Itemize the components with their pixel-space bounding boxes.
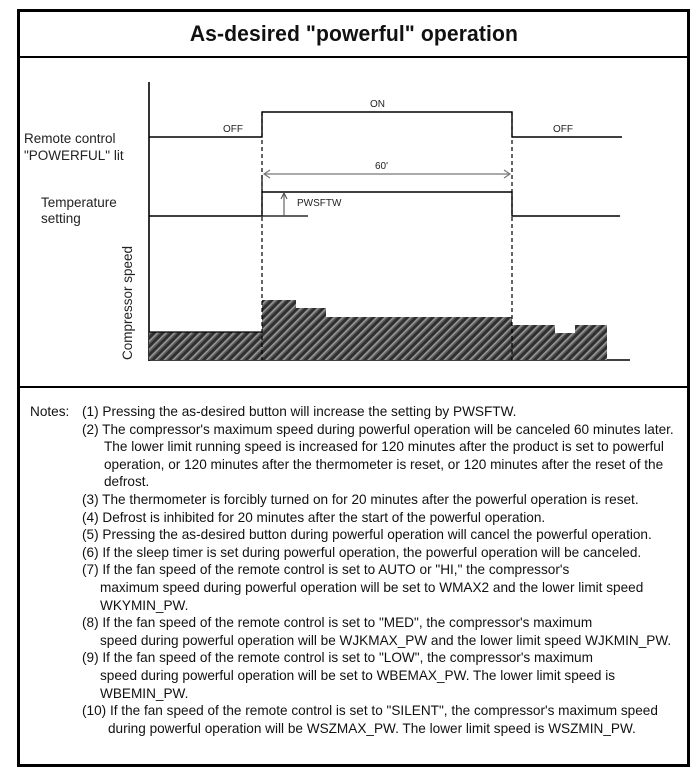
note-text: maximum speed during powerful operation will be set to WMAX2 and the lower limit speed: [100, 579, 644, 595]
note-text: If the sleep timer is set during powerful operation, the powerful operation will be canceled.: [102, 544, 642, 560]
label-temp-line1: Temperature: [41, 195, 117, 210]
timing-diagram-svg: [20, 58, 687, 388]
note-text: speed during powerful operation will be set to WBEMAX_PW. The lower limit speed is: [100, 667, 616, 683]
state-off-after: OFF: [553, 124, 573, 135]
notes-label: Notes:: [30, 404, 70, 419]
note-text: speed during powerful operation will be WJKMAX_PW and the lower limit speed WJKMIN_PW.: [100, 632, 672, 648]
note-5: [82, 526, 685, 544]
label-compressor-speed: Compressor speed: [120, 245, 135, 360]
note-1: [82, 403, 685, 421]
note-2: [82, 421, 685, 491]
note-text: defrost.: [104, 474, 150, 490]
note-number: (7): [82, 562, 99, 578]
remote-powerful-signal: [149, 99, 622, 137]
timing-diagram: [20, 58, 687, 388]
notes-list: [82, 403, 685, 737]
note-10: [82, 702, 685, 737]
note-text: The thermometer is forcibly turned on for 20 minutes after the powerful operation is reset.: [102, 491, 639, 507]
compressor-speed-area: [149, 300, 607, 360]
note-text: If the fan speed of the remote control is set to "LOW", the compressor's maximum: [102, 650, 593, 666]
note-number: (5): [82, 527, 99, 543]
label-remote-line2: "POWERFUL" lit: [24, 148, 124, 163]
label-remote-line1: Remote control: [24, 131, 116, 146]
note-3: [82, 491, 685, 509]
state-on: ON: [370, 99, 385, 110]
temperature-setting-signal: [149, 175, 620, 216]
note-8: [82, 614, 685, 649]
note-text: WKYMIN_PW.: [100, 597, 189, 613]
page-title: As-desired "powerful" operation: [189, 21, 518, 46]
duration-label: 60': [375, 161, 389, 172]
note-text: If the fan speed of the remote control is set to "MED", the compressor's maximum: [102, 615, 593, 631]
note-text: Pressing the as-desired button will increase the setting by PWSFTW.: [102, 404, 517, 419]
note-text: The lower limit running speed is increased for 120 minutes after the product is set to powerful: [104, 439, 664, 455]
note-number: (4): [82, 509, 99, 525]
note-number: (2): [82, 421, 99, 437]
note-text: operation, or 120 minutes after the thermometer is reset, or 120 minutes after the reset of the: [104, 456, 664, 472]
note-4: [82, 509, 685, 527]
title-bar: [20, 12, 687, 58]
note-9: [82, 649, 685, 702]
note-number: (8): [82, 615, 99, 631]
note-number: (3): [82, 491, 99, 507]
note-text: If the fan speed of the remote control is set to "SILENT", the compressor's maximum speed: [109, 703, 658, 719]
duration-arrow: [264, 161, 510, 178]
state-off-before: OFF: [223, 124, 243, 135]
note-number: (6): [82, 544, 99, 560]
note-text: Pressing the as-desired button during powerful operation will cancel the powerful operation.: [102, 527, 652, 543]
section-divider: [20, 386, 687, 388]
pwsftw-label: PWSFTW: [297, 198, 342, 209]
note-text: The compressor's maximum speed during powerful operation will be canceled 60 minutes later.: [102, 421, 674, 437]
note-number: (10): [82, 703, 107, 719]
note-text: during powerful operation will be WSZMAX_PW. The lower limit speed is WSZMIN_PW.: [108, 720, 636, 736]
notes-section: [30, 403, 685, 737]
note-number: (9): [82, 650, 99, 666]
label-temp-line2: setting: [41, 211, 81, 226]
note-number: (1): [82, 404, 99, 419]
note-6: [82, 544, 685, 562]
note-7: [82, 561, 685, 614]
note-text: WBEMIN_PW.: [100, 685, 189, 701]
note-text: Defrost is inhibited for 20 minutes after the start of the powerful operation.: [102, 509, 546, 525]
document-frame: [17, 9, 690, 767]
row-labels: [24, 131, 135, 360]
note-text: If the fan speed of the remote control is set to AUTO or "HI," the compressor's: [102, 562, 570, 578]
